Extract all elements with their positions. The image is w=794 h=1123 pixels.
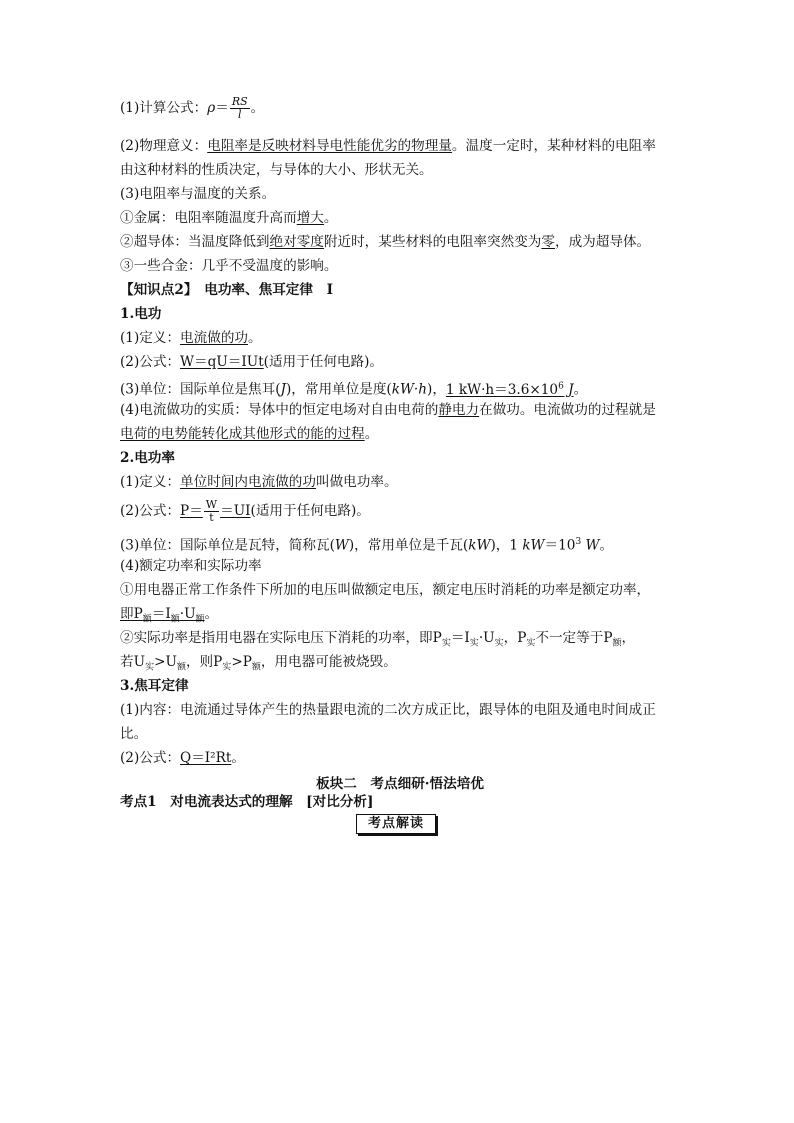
work-definition-line: (1)定义：电流做的功。 [120,330,262,346]
power-definition-line: (1)定义：单位时间内电流做的功叫做电功率。 [120,474,398,490]
electric-power-title: 2.电功率 [120,450,175,466]
rs-over-l-fraction: $\frac{RS}{l}$ [231,95,248,121]
electric-work-title: 1.电功 [120,306,162,322]
rated-line-1: ①用电器正常工作条件下所加的电压叫做额定电压，额定电压时消耗的功率是额定功率， [120,582,651,598]
work-essence-line: (4)电流做功的实质：导体中的恒定电场对自由电荷的静电力在做功。电流做功的过程就是 [120,402,656,418]
actual-line-1: ②实际功率是指用电器在实际电压下消耗的功率，即$P_实=I_实\cdot U_实$，$P_实$不一定等于$P_额$， [120,630,636,649]
w-over-t-fraction: $\frac{W}{t}$ [205,498,218,524]
joule-formula-line: (2)公式：Q＝I²Rt。 [120,750,245,766]
rated-actual-title: (4)额定功率和实际功率 [120,558,262,574]
resistivity-meaning-line-2: 由这种材料的性质决定，与导体的大小、形状无关。 [120,162,433,178]
resistivity-formula-line: (1)计算公式：ρ＝ $\frac{RS}{l}$ 。 [120,95,265,121]
superconductor-line: ②超导体：当温度降低到绝对零度附近时，某些材料的电阻率突然变为零，成为超导体。 [120,234,651,250]
rated-line-2: 即$P_额=I_额\cdot U_额$。 [120,606,219,625]
metal-line: ①金属：电阻率随温度升高而增大。 [120,210,338,226]
actual-line-2: 若$U_实>U_额$，则$P_实>P_额$，用电器可能被烧毁。 [120,654,397,673]
resistivity-meaning-line: (2)物理意义：电阻率是反映材料导电性能优劣的物理量。温度一定时，某种材料的电阻率 [120,138,656,154]
work-essence-line-2: 电荷的电势能转化成其他形式的能的过程。 [120,426,379,442]
power-unit-line: (3)单位：国际单位是瓦特，简称瓦(W)，常用单位是千瓦(kW)，1 $kW=10^3$ W。 [120,537,614,554]
work-formula-line: (2)公式：W＝qU＝IUt(适用于任何电路)。 [120,354,384,370]
alloy-line: ③一些合金：几乎不受温度的影响。 [120,258,338,274]
knowledge-point-2-heading: 【知识点2】 电功率、焦耳定律 Ⅰ [120,282,333,298]
section-title: 板块二 考点细研·悟法培优 [316,776,484,792]
joule-content-line: (1)内容：电流通过导体产生的热量跟电流的二次方成正比，跟导体的电阻及通电时间成正 [120,702,656,718]
work-unit-line: (3)单位：国际单位是焦耳(J)，常用单位是度(kW·h)，1 $kW\cdot h=3.6\times 10^6$ J。 [120,381,588,398]
resistivity-temp-line: (3)电阻率与温度的关系。 [120,186,276,202]
exam-point-1-heading: 考点1 对电流表达式的理解 [对比分析] [120,794,374,810]
power-formula-line: (2)公式：P＝ $\frac{W}{t}$ ＝UI(适用于任何电路)。 [120,498,370,524]
joule-content-line-2: 比。 [120,726,148,742]
exam-point-explanation-badge: 考点解读 [356,814,436,834]
joule-law-title: 3.焦耳定律 [120,678,189,694]
